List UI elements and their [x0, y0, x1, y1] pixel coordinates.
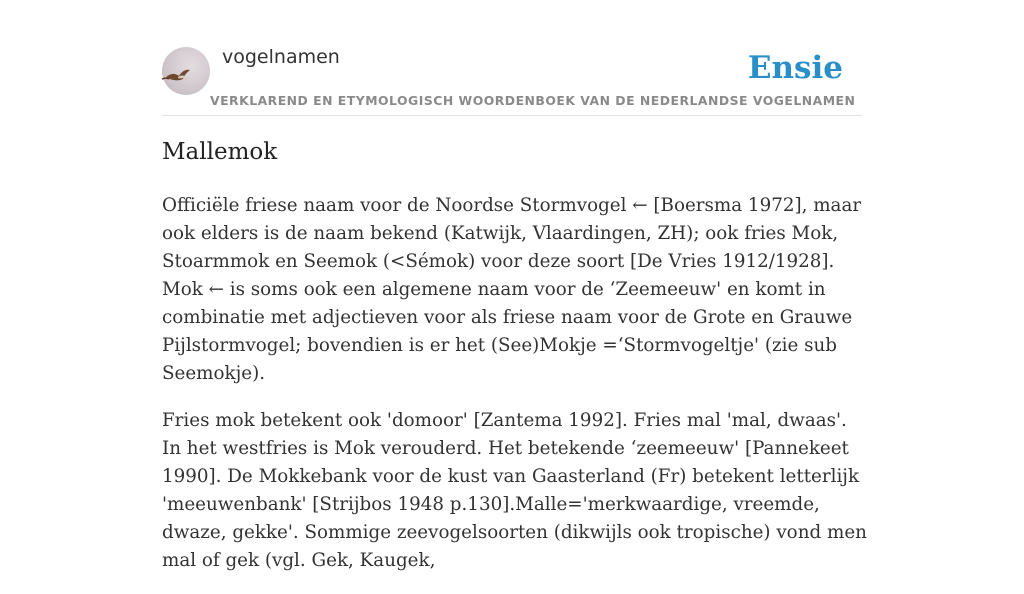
bird-avatar-icon[interactable] — [162, 47, 210, 95]
bird-icon — [162, 47, 210, 95]
site-subtitle: VERKLAREND EN ETYMOLOGISCH WOORDENBOEK VAN DE NEDERLANDSE VOGELNAMEN — [210, 93, 856, 108]
entry-body — [162, 192, 867, 594]
entry-paragraph: Fries mok betekent ook 'domoor' [Zantema 1992]. Fries mal 'mal, dwaas'. In het westfries is Mok verouderd. Het betekende ‘zeemeeuw' [Pannekeet 1990]. De Mokkebank voor de kust van Gaasterland (Fr) betekent letterlijk 'meeuwenbank' [Strijbos 1948 p.130].Malle='merkwaardige, vreemde, dwaze, gekke'. Sommige zeevogelsoorten (dikwijls ook tropische) vond men mal of gek (vgl. Gek, Kaugek, — [162, 410, 867, 571]
site-name-link[interactable]: vogelnamen — [222, 46, 340, 68]
entry-title: Mallemok — [162, 139, 278, 165]
ensie-logo-link[interactable]: Ensie — [747, 50, 843, 86]
entry-paragraph: Officiële friese naam voor de Noordse Stormvogel ← [Boersma 1972], maar ook elders is de naam bekend (Katwijk, Vlaardingen, ZH); ook fries Mok, Stoarmmok en Seemok (<Sémok) voor deze soort [De Vries 1912/1928]. Mok ← is soms ook een algemene naam voor de ‘Zeemeeuw' en komt in combinatie met adjectieven voor als friese naam voor de Grote en Grauwe Pijlstormvogel; bovendien is er het (See)Mokje =‘Stormvogeltje' (zie sub Seemokje). — [162, 195, 862, 384]
site-header — [162, 40, 862, 116]
